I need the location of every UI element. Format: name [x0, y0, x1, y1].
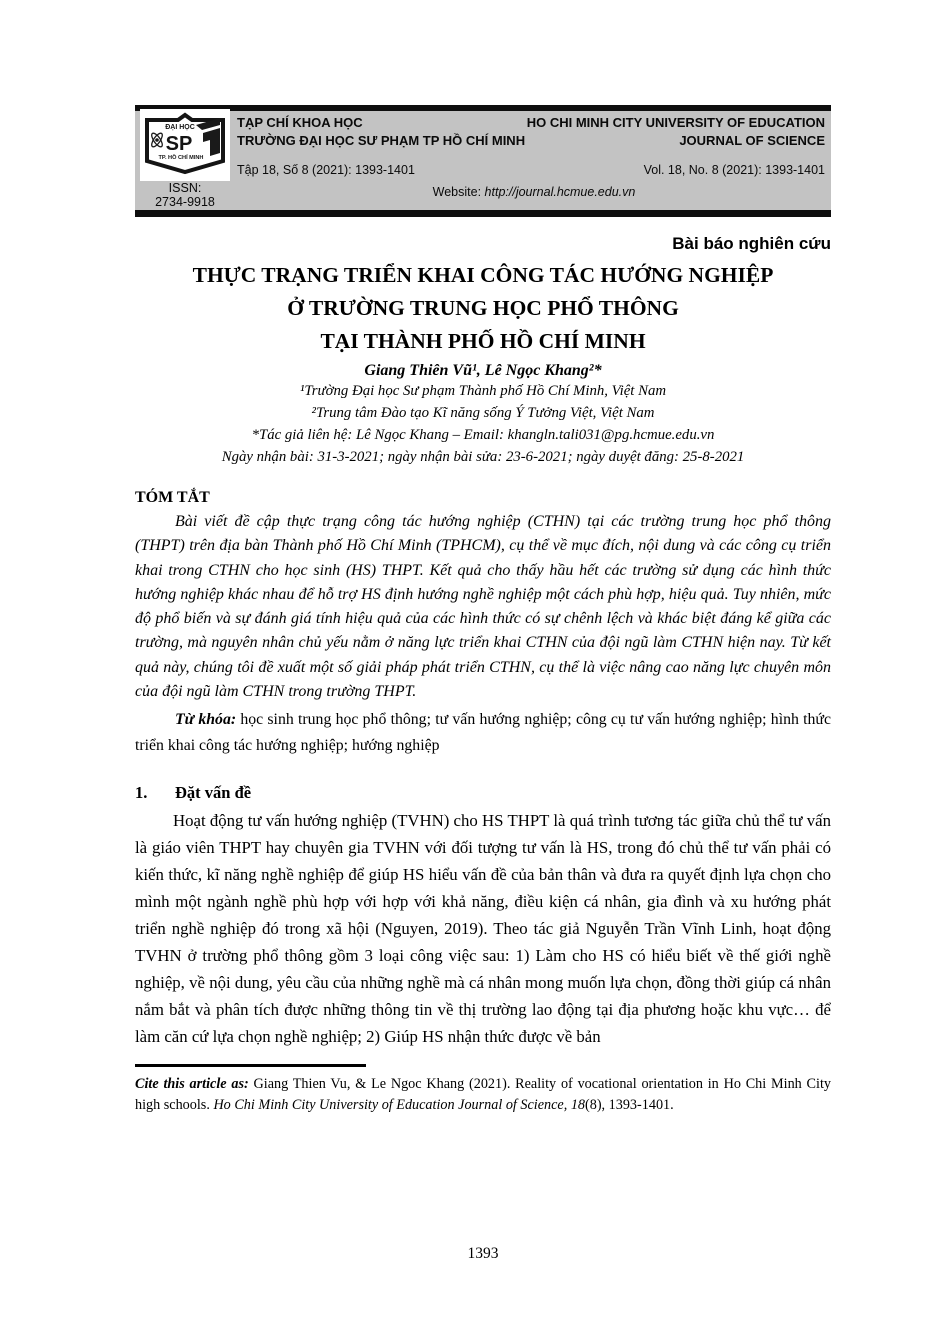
corresponding-author-line: *Tác giả liên hệ: Lê Ngọc Khang – Email: khangln.tali031@pg.hcmue.edu.vn [251, 427, 715, 443]
citation-block [135, 1074, 831, 1116]
issn-label: ISSN: [168, 181, 202, 195]
journal-name-vi-line2: TRƯỜNG ĐẠI HỌC SƯ PHẠM TP HỒ CHÍ MINH [237, 133, 526, 148]
page-content [135, 105, 831, 1116]
section-1-number: 1. [135, 783, 148, 803]
volume-info-en: Vol. 18, No. 8 (2021): 1393-1401 [643, 163, 825, 177]
journal-header [135, 105, 831, 217]
authors-line: Giang Thiên Vũ¹, Lê Ngọc Khang²* [364, 362, 602, 379]
cite-text: Giang Thien Vu, & Le Ngoc Khang (2021). Reality of vocational orientation in Ho Chi Minh City high schools. [135, 1076, 832, 1114]
logo-city-text: TP. HỒ CHÍ MINH [158, 155, 204, 161]
issn-number: 2734-9918 [155, 195, 215, 209]
section-1-heading [135, 783, 831, 803]
article-title-line1: THỰC TRẠNG TRIỂN KHAI CÔNG TÁC HƯỚNG NGHIỆP [192, 263, 774, 287]
logo-sp-text: SP [165, 133, 193, 155]
section-1-title: Đặt vấn đề [175, 783, 252, 803]
journal-name-en [527, 114, 825, 150]
dates-line: Ngày nhận bài: 31-3-2021; ngày nhận bài sửa: 23-6-2021; ngày duyệt đăng: 25-8-2021 [221, 449, 745, 465]
header-top-rule [135, 105, 831, 111]
page-number: 1393 [467, 1245, 499, 1262]
article-title [135, 259, 831, 358]
volume-info-vi: Tập 18, Số 8 (2021): 1393-1401 [237, 163, 415, 177]
journal-logo [140, 109, 230, 181]
cite-label: Cite this article as: [135, 1076, 249, 1093]
keywords-line [135, 707, 831, 759]
journal-name-en-line2: JOURNAL OF SCIENCE [679, 133, 825, 148]
journal-name-vi-line1: TẠP CHÍ KHOA HỌC [237, 115, 363, 130]
journal-name-vi [237, 114, 525, 150]
article-title-line3: TẠI THÀNH PHỐ HỒ CHÍ MINH [320, 329, 646, 353]
website-line [237, 185, 831, 199]
footnote-rule [135, 1064, 366, 1067]
website-label: Website: [432, 185, 482, 199]
cite-tail: (8), 1393-1401. [585, 1097, 674, 1114]
affiliation-1: ¹Trường Đại học Sư phạm Thành phố Hồ Chí Minh, Việt Nam [299, 383, 667, 399]
abstract-heading: TÓM TẮT [135, 489, 210, 506]
journal-name-en-line1: HO CHI MINH CITY UNIVERSITY OF EDUCATION [526, 115, 825, 130]
article-type-label: Bài báo nghiên cứu [672, 234, 831, 253]
abstract-text: Bài viết đề cập thực trạng công tác hướng nghiệp (CTHN) tại các trường trung học phổ thông (THPT) trên địa bàn Thành phố Hồ Chí Minh (TPHCM), cụ thể về mục đích, nội dung và các công cụ triển khai trong CTHN cho học sinh (HS) THPT. Kết quả cho thấy hầu hết các trường sử dụng các hình thức hướng nghiệp khác nhau để hỗ trợ HS định hướng nghề nghiệp một cách phù hợp, hiệu quả. Tuy nhiên, mức độ phổ biến và sự đánh giá tính hiệu quả của các hình thức có sự chênh lệch và khác biệt đáng kể giữa các trường, mà nguyên nhân chủ yếu nằm ở năng lực triển khai CTHN của đội ngũ làm CTHN hiện nay. Từ kết quả này, chúng tôi đề xuất một số giải pháp phát triển CTHN, cụ thể là việc nâng cao năng lực chuyên môn của đội ngũ làm CTHN trong trường THPT. [135, 513, 831, 701]
section-1-paragraph: Hoạt động tư vấn hướng nghiệp (TVHN) cho HS THPT là quá trình tương tác giữa chủ thể tư vấn là giáo viên THPT hay chuyên gia TVHN với đối tượng tư vấn là HS, trong đó chủ thể tư vấn phải có kiến thức, kĩ năng nghề nghiệp để giúp HS hiểu vấn đề của bản thân và đưa ra quyết định lựa chọn cho mình một ngành nghề phù hợp với hợp với khả năng, điều kiện cá nhân, gia đình và xu hướng phát triển nghề nghiệp đó trong xã hội (Nguyen, 2019). Theo tác giả Nguyễn Trần Vĩnh Linh, hoạt động TVHN ở trường phổ thông gồm 3 loại công việc sau: 1) Làm cho HS có hiểu biết về thế giới nghề nghiệp, về nội dung, yêu cầu của những nghề mà cá nhân mong muốn lựa chọn, đồng thời giúp cá nhân nắm bắt và phân tích được những thông tin về thị trường lao động tại địa phương hoặc khu vực… để làm căn cứ lựa chọn nghề nghiệp; 2) Giúp HS nhận thức được về bản [135, 811, 831, 1047]
affiliation-2: ²Trung tâm Đào tạo Kĩ năng sống Ý Tưởng Việt, Việt Nam [311, 405, 655, 421]
issn-block [135, 181, 235, 209]
keywords-label: Từ khóa: [175, 711, 237, 729]
university-logo-icon [140, 109, 230, 181]
cite-journal-name: Ho Chi Minh City University of Education Journal of Science, 18 [213, 1097, 586, 1114]
header-bottom-rule [135, 210, 831, 217]
keywords-text: học sinh trung học phổ thông; tư vấn hướng nghiệp; công cụ tư vấn hướng nghiệp; hình thức triển khai công tác hướng nghiệp; hướng nghiệp [135, 711, 831, 755]
logo-dai-hoc-text: ĐẠI HỌC [165, 124, 195, 131]
website-url-link[interactable]: http://journal.hcmue.edu.vn [484, 185, 636, 199]
article-title-line2: Ở TRƯỜNG TRUNG HỌC PHỔ THÔNG [287, 296, 679, 320]
